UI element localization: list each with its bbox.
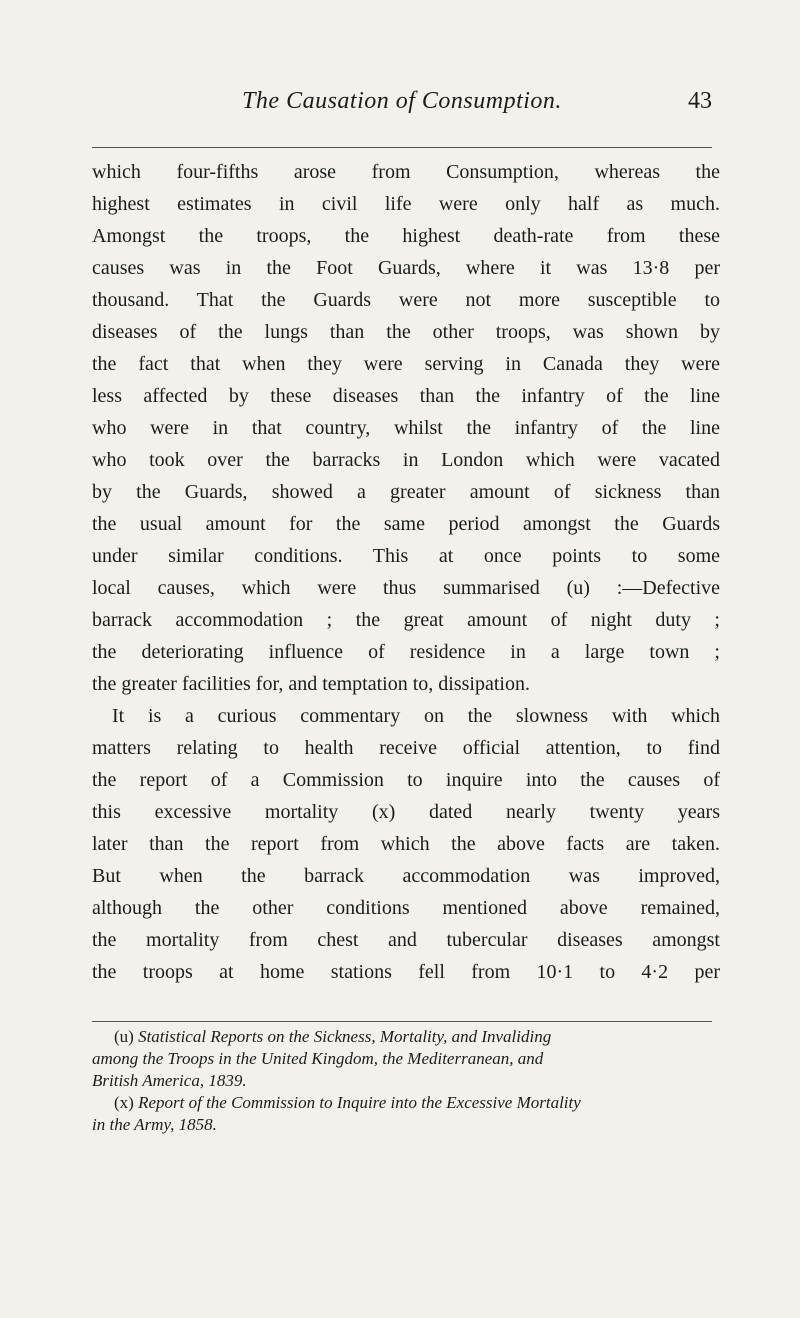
- footnote-text: Statistical Reports on the Sickness, Mortality, and Invaliding: [138, 1027, 552, 1046]
- text-line: But when the barrack accommodation was improved,: [92, 865, 720, 887]
- text-line: which four-fifths arose from Consumption, whereas the: [92, 161, 720, 183]
- text-line: the deteriorating influence of residence in a large town ;: [92, 641, 720, 663]
- header-rule: [92, 147, 712, 148]
- footnote-marker: (u): [114, 1027, 134, 1046]
- text-line: barrack accommodation ; the great amount of night duty ;: [92, 609, 720, 631]
- body-text: [92, 156, 720, 988]
- text-line: who took over the barracks in London which were vacated: [92, 449, 720, 471]
- text-line: It is a curious commentary on the slowness with which: [112, 705, 720, 727]
- text-line: the mortality from chest and tubercular diseases amongst: [92, 929, 720, 951]
- page-header: [92, 88, 712, 128]
- text-line: by the Guards, showed a greater amount of sickness than: [92, 481, 720, 503]
- text-line: thousand. That the Guards were not more susceptible to: [92, 289, 720, 311]
- text-line: highest estimates in civil life were only half as much.: [92, 193, 720, 215]
- text-line: local causes, which were thus summarised (u) :—Defective: [92, 577, 720, 599]
- footnote-line: among the Troops in the United Kingdom, the Mediterranean, and: [92, 1049, 544, 1068]
- text-line: the report of a Commission to inquire into the causes of: [92, 769, 720, 791]
- text-line: matters relating to health receive official attention, to find: [92, 737, 720, 759]
- text-line: who were in that country, whilst the infantry of the line: [92, 417, 720, 439]
- text-line: the fact that when they were serving in Canada they were: [92, 353, 720, 375]
- footnote-rule: [92, 1021, 712, 1022]
- text-line: diseases of the lungs than the other troops, was shown by: [92, 321, 720, 343]
- page-number: 43: [688, 88, 712, 114]
- footnotes: [92, 1026, 720, 1136]
- text-line: Amongst the troops, the highest death-rate from these: [92, 225, 720, 247]
- text-line: the troops at home stations fell from 10·1 to 4·2 per: [92, 961, 720, 983]
- footnote-u: [92, 1026, 720, 1092]
- text-line: this excessive mortality (x) dated nearly twenty years: [92, 801, 720, 823]
- text-line: under similar conditions. This at once points to some: [92, 545, 720, 567]
- footnote-line: British America, 1839.: [92, 1071, 247, 1090]
- footnote-line: [92, 1026, 720, 1048]
- footnote-line: in the Army, 1858.: [92, 1115, 217, 1134]
- footnote-text: Report of the Commission to Inquire into the Excessive Mortality: [138, 1093, 581, 1112]
- running-title: The Causation of Consumption.: [242, 88, 562, 114]
- text-line: the greater facilities for, and temptation to, dissipation.: [92, 673, 530, 695]
- footnote-x: [92, 1092, 720, 1136]
- text-line: later than the report from which the above facts are taken.: [92, 833, 720, 855]
- text-line: less affected by these diseases than the infantry of the line: [92, 385, 720, 407]
- text-line: although the other conditions mentioned above remained,: [92, 897, 720, 919]
- footnote-line: [92, 1092, 720, 1114]
- footnote-marker: (x): [114, 1093, 134, 1112]
- text-line: causes was in the Foot Guards, where it was 13·8 per: [92, 257, 720, 279]
- text-line: the usual amount for the same period amongst the Guards: [92, 513, 720, 535]
